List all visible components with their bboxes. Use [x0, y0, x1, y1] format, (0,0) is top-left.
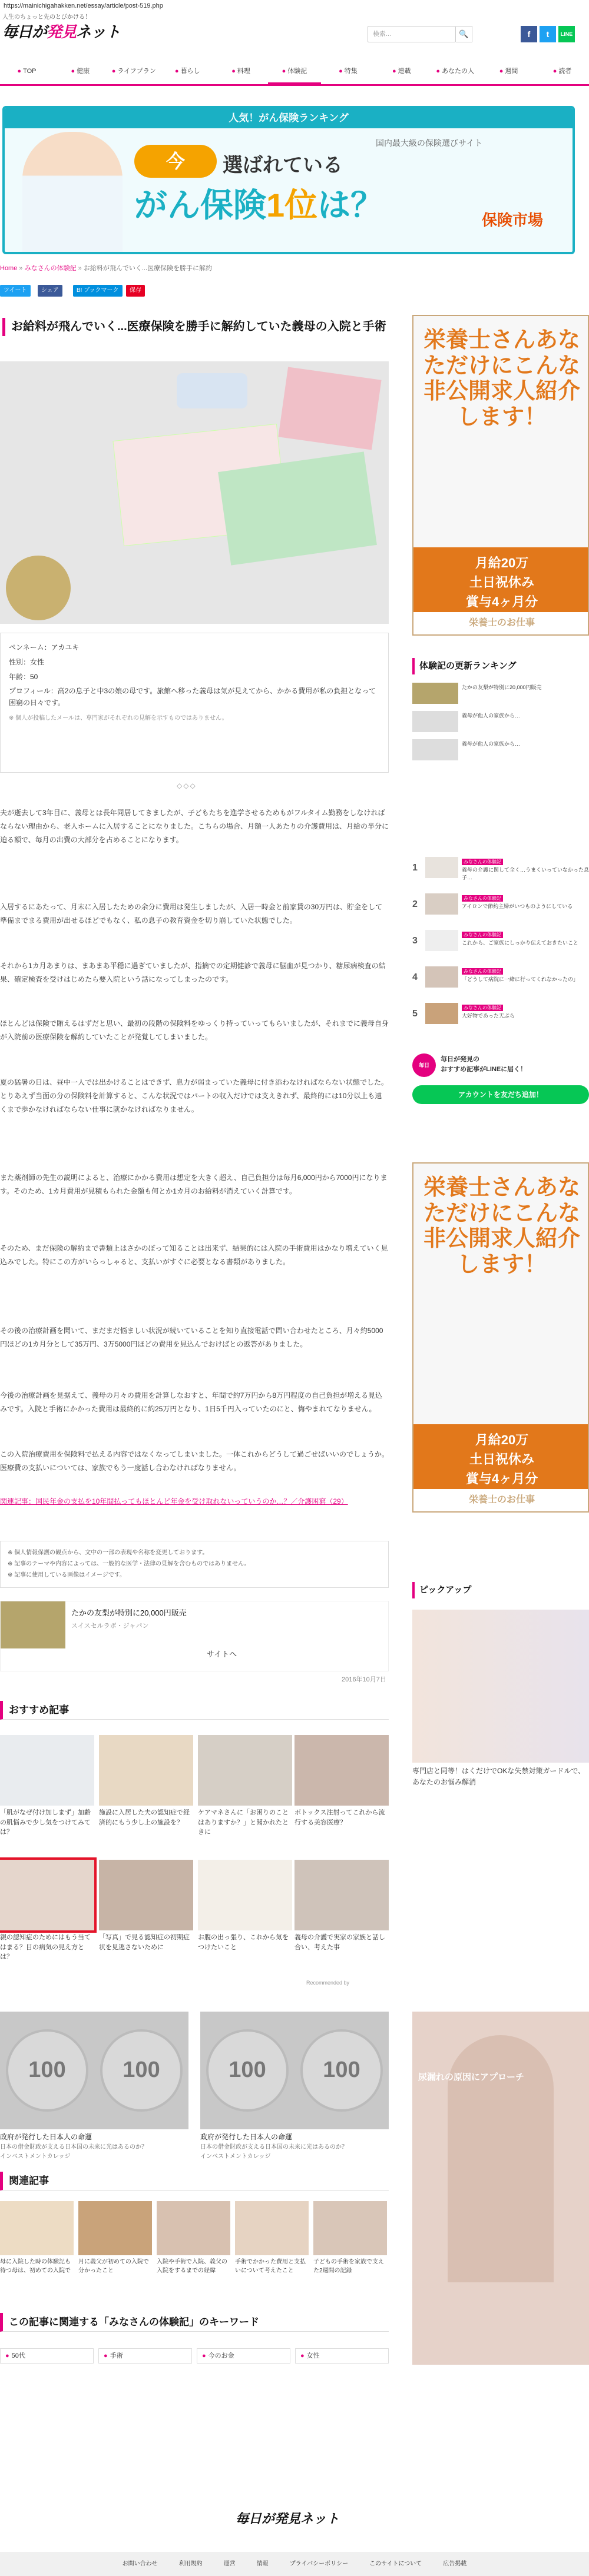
ad-sponsor: スイスセルラボ・ジャパン — [71, 1623, 149, 1630]
line-icon[interactable]: LINE — [558, 26, 575, 42]
footer-link[interactable]: 情報 — [256, 2561, 269, 2567]
article-notes: ※ 個人情報保護の観点から、文中の一部の表現や名称を変更しております。 ※ 記事のテーマや内容によっては、一般的な医学・法律の見解を含むものではありません。 ※ 記事に使用している画像はイメージです。 — [0, 1541, 389, 1588]
share-hatena-button[interactable]: B! ブックマーク — [73, 285, 123, 297]
nav-item-feature[interactable]: ● 特集 — [339, 68, 358, 75]
related-card[interactable]: 入院や手術で入院、義父の入院をするまでの経緯 — [157, 2201, 230, 2275]
search-input[interactable]: 検索... — [368, 26, 456, 42]
footer-link[interactable]: 運営 — [223, 2561, 236, 2567]
banner-subtext: 国内最大級の保険選びサイト — [376, 138, 483, 148]
nav-item-cooking[interactable]: ● 料理 — [231, 68, 250, 75]
footer-link[interactable]: 利用規約 — [178, 2561, 203, 2567]
keyword-tag[interactable]: ● 女性 — [295, 2348, 389, 2364]
line-promo — [412, 1053, 589, 1101]
recommend-card[interactable]: 「肌がなぜ付け加しまず」加齢の肌悩みで少し気をつけてみては？ — [0, 1735, 94, 1837]
footer-link[interactable]: プライバシーポリシー — [289, 2561, 349, 2567]
ranking-item[interactable]: 4 みなさんの体験記 「どうして病院に一緒に行ってくれなかったの」 — [412, 966, 589, 990]
footer-link[interactable]: お問い合わせ — [122, 2561, 158, 2567]
related-article-link[interactable]: 関連記事：国民年金の支払を10年間払ってもほとんど年金を受け取れないっていうのか…？／介護困窮（29） — [0, 1497, 348, 1505]
recommend-card[interactable]: ケアマネさんに「お困りのことはありますか？」と聞かれたときに — [198, 1735, 292, 1837]
article-paragraph: そのため、まだ保険の解約まで書類上はさかのぼって知ることは出来ず、結果的には入院の手術費用はかなり増えていく見込みでした。特にこの方がいらっしゃると、支払いがすぐに必要となる書類がありました。 — [0, 1244, 388, 1266]
related-card[interactable]: 子どもの手術を家族で支えた2週間の記録 — [313, 2201, 387, 2275]
nav-item-lifeplan[interactable]: ● ライフプラン — [111, 68, 156, 75]
breadcrumb-section[interactable]: みなさんの体験記 — [24, 265, 77, 272]
pickup-title: ピックアップ — [412, 1582, 589, 1598]
site-tagline: 人生のちょっと先のとびかける！ — [2, 14, 91, 21]
article-paragraph: また薬剤師の先生の説明によると、治療にかかる費用は想定を大きく超え、自己負担分は毎月6,000円から7000円になります。そのため、1カ月費用が見積もられた金額も何とか1カ月のお給料が消えていく計算です。 — [0, 1174, 388, 1195]
sidebar-ad-text: 栄養士さんあなただけにこんな非公開求人紹介します！ — [423, 1175, 580, 1278]
recommend-card[interactable]: 親の認知症のためにはもう当てはまる？目の病気の見え方とは？ — [0, 1860, 94, 1962]
sidebar-job-ad-2[interactable] — [412, 1162, 589, 1513]
ranking-item[interactable]: たかの友梨が特別に20,000円販売 — [412, 683, 589, 706]
logo-text-1: 毎日が — [2, 23, 47, 41]
article-title: お給料が飛んでいく...医療保険を勝手に解約していた義母の入院と手術 — [2, 318, 389, 336]
share-pinterest-button[interactable]: 保存 — [126, 285, 145, 297]
keyword-list — [0, 2348, 389, 2364]
profile-pen-name: ペンネーム：アカユキ — [9, 643, 80, 652]
nav-item-experience[interactable]: ● 体験記 — [268, 59, 322, 84]
banner-text-main: がん保険1位は？ — [134, 187, 384, 224]
article-paragraph: ほとんどは保険で賄えるはずだと思い、最初の段階の保険料をゆっくり持っていってもらいましたが、それまでに義母自身が入院前の医療保険を解約していたことが発覚してしまいました。 — [0, 1019, 389, 1041]
search-icon[interactable]: 🔍 — [456, 26, 472, 42]
recommend-card[interactable]: 施設に入居した夫の認知症で経済的にもう少し上の施設を？ — [99, 1735, 193, 1827]
profile-gender: 性別：女性 — [9, 658, 45, 667]
share-twitter-button[interactable]: ツイート — [0, 285, 31, 297]
keyword-tag[interactable]: ● 手術 — [98, 2348, 192, 2364]
nav-item-person[interactable]: ● あなたの人 — [436, 68, 475, 75]
sticky-ad-text: 尿漏れの原因にアプローチ — [418, 2072, 525, 2082]
article-paragraph: 今後の治療計画を見据えて、義母の月々の費用を計算しなおすと、年間で約7万円から8万円程度の自己負担が増える見込みです。入院と手術にかかった費用は最終的に約25万円となり、1日5千円入っていたのにと、悔やまれてなりません。 — [0, 1391, 383, 1413]
footer-logo[interactable]: 毎日が発見ネット — [236, 2511, 340, 2526]
sidebar-sticky-ad[interactable] — [412, 2012, 589, 2365]
keyword-tag[interactable]: ● 50代 — [0, 2348, 94, 2364]
sidebar-job-ad[interactable] — [412, 315, 589, 636]
article-hero-image — [0, 361, 389, 624]
keyword-tag[interactable]: ● 今のお金 — [197, 2348, 290, 2364]
sidebar-ad-bottom: 月給20万 土日祝休み 賞与4ヶ月分 — [413, 1424, 589, 1489]
author-profile — [0, 633, 389, 773]
nav-item-health[interactable]: ● 健康 — [71, 68, 90, 75]
article-paragraph: この入院治療費用を保険料で払える内容ではなくなってしまいました。一体これからどうして過ごせばいいのでしょうか。医療費の支払いについては、家族でもう一度話し合わなければなりません。 — [0, 1450, 389, 1472]
share-facebook-button[interactable]: シェア — [38, 285, 62, 297]
site-logo[interactable] — [2, 20, 120, 45]
breadcrumb-current: お給料が飛んでいく...医療保険を勝手に解約 — [83, 265, 213, 272]
ranking-item[interactable]: 2 みなさんの体験記 アイロンで節約主婦がいつものようにしている — [412, 893, 589, 917]
nav-item-living[interactable]: ● 暮らし — [174, 68, 200, 75]
sponsored-ad[interactable]: 100 100 政府が発行した日本人の命運 日本の借金財政が支える日本国の未来に光はあるのか？ インベストメントカレッジ — [200, 2012, 389, 2162]
recommend-card[interactable]: 義母の介護で実家の家族と話し合い、考えた事 — [294, 1860, 389, 1952]
sidebar-ad-bottom: 月給20万 土日祝休み 賞与4ヶ月分 — [413, 547, 589, 612]
pickup-image[interactable] — [412, 1610, 589, 1763]
profile-age: 年齢：50 — [9, 673, 38, 682]
nav-item-reader[interactable]: ● 読者 — [552, 68, 572, 75]
ad-title: たかの友梨が特別に20,000円販売 — [71, 1608, 187, 1617]
breadcrumb: Home » みなさんの体験記 » お給料が飛んでいく...医療保険を勝手に解約 — [0, 265, 213, 272]
insurance-banner-ad[interactable] — [2, 106, 575, 254]
article-paragraph: 入居するにあたって、月末に入居したための余分に費用は発生しましたが、入居一時金と前家賃の30万円は、貯金をして準備までまる費用が出せるほどでもなく、私の息子の教育資金を切り崩していた状態でした。 — [0, 903, 383, 925]
profile-note: ※ 個人が投稿したメールは、専門家がそれぞれの見解を示すものではありません。 — [9, 715, 228, 722]
divider: ◇◇◇ — [177, 782, 197, 790]
recommend-card[interactable]: お腹の出っ張り、これから気をつけたいこと — [198, 1860, 292, 1952]
footer-nav — [0, 2552, 589, 2576]
article-paragraph: その後の治療計画を聞いて、まだまだ悩ましい状況が続いていることを知り直接電話で問い合わせたところ、月々約5000円ほどの1カ月分として35万円、3万5000円ほどの費用を見込んでおけばとの返答がありました。 — [0, 1327, 383, 1348]
footer-link[interactable]: 広告掲載 — [443, 2561, 467, 2567]
nav-item-top[interactable]: ● TOP — [17, 68, 37, 75]
facebook-icon[interactable]: f — [521, 26, 537, 42]
footer-link[interactable]: このサイトについて — [369, 2561, 422, 2567]
logo-text-2: 発見 — [47, 23, 77, 41]
ranking-item[interactable]: 1 みなさんの体験記 義母の介護に関して全く…うまくいっていなかった息子… — [412, 857, 589, 880]
sidebar-ad-text: 栄養士さんあなただけにこんな非公開求人紹介します！ — [423, 328, 580, 430]
related-title: 関連記事 — [0, 2172, 389, 2191]
banner-heading: 人気！がん保険ランキング — [5, 108, 573, 128]
ranking-item[interactable]: 義母が他人の家族から… — [412, 739, 589, 763]
sponsored-ad[interactable]: 100 100 政府が発行した日本人の命運 日本の借金財政が支える日本国の未来に光はあるのか？ インベストメントカレッジ — [0, 2012, 188, 2162]
recommend-card[interactable]: ボトックス注射ってこれから流行する美容医療？ — [294, 1735, 389, 1827]
article-paragraph: 夏の猛暑の日は、昼中一人では出かけることはできず、息力が弱まっていた義母に付き添わなければならない状態でした。とりあえず当面の分の保険料を計算すると、こんな状況ではパートの収入だけでは支えきれず、最終的には10分以上も遠くまで歩かなければならない仕事に就かなければなりません。 — [0, 1078, 389, 1114]
global-nav — [0, 59, 589, 86]
related-card[interactable]: 手術でかかった費用と支払いについて考えたこと — [235, 2201, 309, 2275]
browser-url: https://mainichigahakken.net/essay/article/post-519.php — [0, 0, 589, 11]
ad-cta[interactable]: サイトへ — [207, 1650, 237, 1658]
recommend-title: おすすめ記事 — [0, 1701, 389, 1720]
banner-pill: 今 — [134, 145, 217, 178]
recommend-card[interactable]: 「写真」で見る認知症の初期症状を見逃さないために — [99, 1860, 193, 1952]
line-promo-text: 毎日が発見の おすすめ記事がLINEに届く！ — [441, 1056, 527, 1073]
article-paragraph: それから1カ月あまりは、まあまあ平穏に過ぎていましたが、指摘での定期健診で義母に脳血が見つかり、糖尿病検査の結果、確定検査を受けはじめたら要入院という話になってしまったのです。 — [0, 962, 386, 983]
twitter-icon[interactable]: t — [540, 26, 556, 42]
line-add-friend-button[interactable]: アカウントを友だち追加！ — [412, 1085, 589, 1104]
profile-description: プロフィール：高2の息子と中3の娘の母です。旅館へ移った義母は気が見えてから、かかる費用が私の負担となって困窮の日々です。 — [9, 686, 376, 707]
ranking-item[interactable]: 義母が他人の家族から… — [412, 711, 589, 734]
breadcrumb-home[interactable]: Home — [0, 265, 18, 272]
banner-woman-image — [22, 132, 123, 254]
banner-brand: 保険市場 — [482, 211, 544, 229]
ranking-title: 体験記の更新ランキング — [412, 658, 589, 674]
ranking-item[interactable]: 3 みなさんの体験記 これから、ご家族にしっかり伝えておきたいこと — [412, 930, 589, 953]
article-paragraph: 夫が逝去して3年目に、義母とは長年同居してきましたが、子どもたちを進学させるためもがフルタイム勤務をしなければならない理由から、老人ホームに入居することになりました。こちらの場合、月額一人あたりの介護費用は、月給の半分に迫る額で、毎月の出費の大部分を占めることになります。 — [0, 809, 389, 844]
banner-text-1: 選ばれている — [223, 154, 343, 177]
logo-text-3: ネット — [76, 23, 121, 41]
related-card[interactable]: 母に入院した時の体験記も待つ母は、初めての入院で — [0, 2201, 74, 2275]
article-date: 2016年10月7日 — [342, 1676, 386, 1683]
pickup-caption[interactable]: 専門店と同等！はくだけでOKな失禁対策ガードルで、あなたのお悩み解消 — [412, 1767, 585, 1787]
sidebar-ad-foot: 栄養士のお仕事 — [413, 612, 589, 634]
site-mini-logo-icon: 毎日 — [412, 1053, 436, 1077]
keywords-title: この記事に関連する「みなさんの体験記」のキーワード — [0, 2313, 389, 2332]
nav-item-serial[interactable]: ● 連載 — [392, 68, 411, 75]
inline-ad[interactable] — [0, 1601, 389, 1671]
ad-image — [1, 1601, 65, 1648]
sidebar-ad-foot: 栄養士のお仕事 — [413, 1489, 589, 1511]
recommend-credit: Recommended by — [306, 1980, 350, 1986]
ranking-item[interactable]: 5 みなさんの体験記 大好物であった天ぷら — [412, 1003, 589, 1026]
nav-item-weekly[interactable]: ● 週間 — [499, 68, 518, 75]
related-card[interactable]: 月に義父が初めての入院で分かったこと — [78, 2201, 152, 2275]
